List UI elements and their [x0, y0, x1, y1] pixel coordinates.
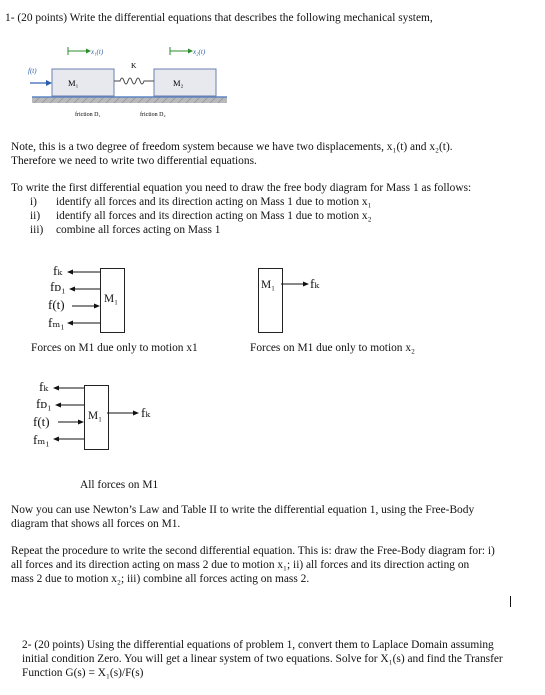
fbd3-force-fm1: fₘ₁ [33, 432, 50, 447]
step-1-text: identify all forces and its direction acting on Mass 1 due to motion x₁ [56, 196, 372, 208]
text-cursor [510, 596, 511, 607]
problem2-line-1: 2- (20 points) Using the differential equations of problem 1, convert them to Laplace Domain assuming [22, 639, 494, 651]
fbd3-force-fd1: fᴅ₁ [36, 396, 52, 411]
step-1-num: i) [30, 196, 37, 208]
repeat-line-2: all forces and its direction acting on mass 2 due to motion x₁; ii) all forces and its direction acting on [11, 559, 470, 571]
note-line-2: Therefore we need to write two differential equations. [11, 155, 257, 167]
fbd3-caption: All forces on M1 [80, 479, 159, 491]
newton-line-2: diagram that shows all forces on M1. [11, 518, 181, 530]
fbd2-mass-box [258, 268, 283, 333]
step-2-num: ii) [30, 210, 41, 222]
fbd1-caption: Forces on M1 due only to motion x1 [31, 342, 198, 354]
x2-label: x₂(t) [193, 48, 206, 56]
problem1-header: 1- (20 points) Write the differential equations that describes the following mechanical system, [5, 12, 433, 24]
fbd1-force-ft: f(t) [48, 297, 65, 312]
fbd1-force-fk: fₖ [53, 263, 63, 278]
fbd2-mass-label: M₁ [261, 279, 276, 291]
fbd3-force-fk-right: fₖ [141, 405, 151, 420]
m1-label: M₁ [68, 78, 79, 88]
force-label: f(t) [28, 67, 37, 75]
x1-label: x₁(t) [91, 48, 104, 56]
fbd2-caption: Forces on M1 due only to motion x₂ [250, 342, 416, 354]
fbd1-force-fd1: fᴅ₁ [50, 279, 66, 294]
fbd1-mass-label: M₁ [104, 293, 119, 305]
fbd3-mass-label: M₁ [88, 410, 103, 422]
fbd3-force-ft: f(t) [33, 414, 50, 429]
repeat-line-1: Repeat the procedure to write the second differential equation. This is: draw the Free-Body diagram for: i) [11, 545, 495, 557]
repeat-line-3: mass 2 due to motion x₂; iii) combine all forces acting on mass 2. [11, 573, 310, 585]
note-line-1: Note, this is a two degree of freedom system because we have two displacements, x₁(t) and x₂(t). [11, 141, 453, 153]
step-3-num: iii) [30, 224, 44, 236]
spring-label: K [131, 61, 137, 70]
mechanical-system-figure [30, 40, 230, 125]
problem2-line-2: initial condition Zero. You will get a linear system of two equations. Solve for X₁(s) and find the Transfer [22, 653, 503, 665]
fbd2-arrow [281, 278, 311, 290]
fbd2-force-fk: fₖ [310, 276, 320, 291]
fbd3-right-arrow [107, 407, 141, 419]
newton-line-1: Now you can use Newton’s Law and Table II to write the differential equation 1, using the Free-Body [11, 504, 475, 516]
step-2-text: identify all forces and its direction acting on Mass 1 due to motion x₂ [56, 210, 372, 222]
m2-label: M₂ [173, 78, 184, 88]
fbd1-force-fm1: fₘ₁ [48, 315, 65, 330]
problem2-line-3: Function G(s) = X₁(s)/F(s) [22, 667, 144, 679]
friction2-label: friction D₂ [140, 112, 166, 118]
fbd1-arrows [60, 262, 102, 332]
intro-text: To write the first differential equation you need to draw the free body diagram for Mass 1 as follows: [11, 182, 472, 194]
step-3-text: combine all forces acting on Mass 1 [56, 224, 221, 236]
fbd3-left-arrows [46, 378, 86, 448]
friction1-label: friction D₁ [75, 112, 101, 118]
fbd3-force-fk: fₖ [39, 379, 49, 394]
